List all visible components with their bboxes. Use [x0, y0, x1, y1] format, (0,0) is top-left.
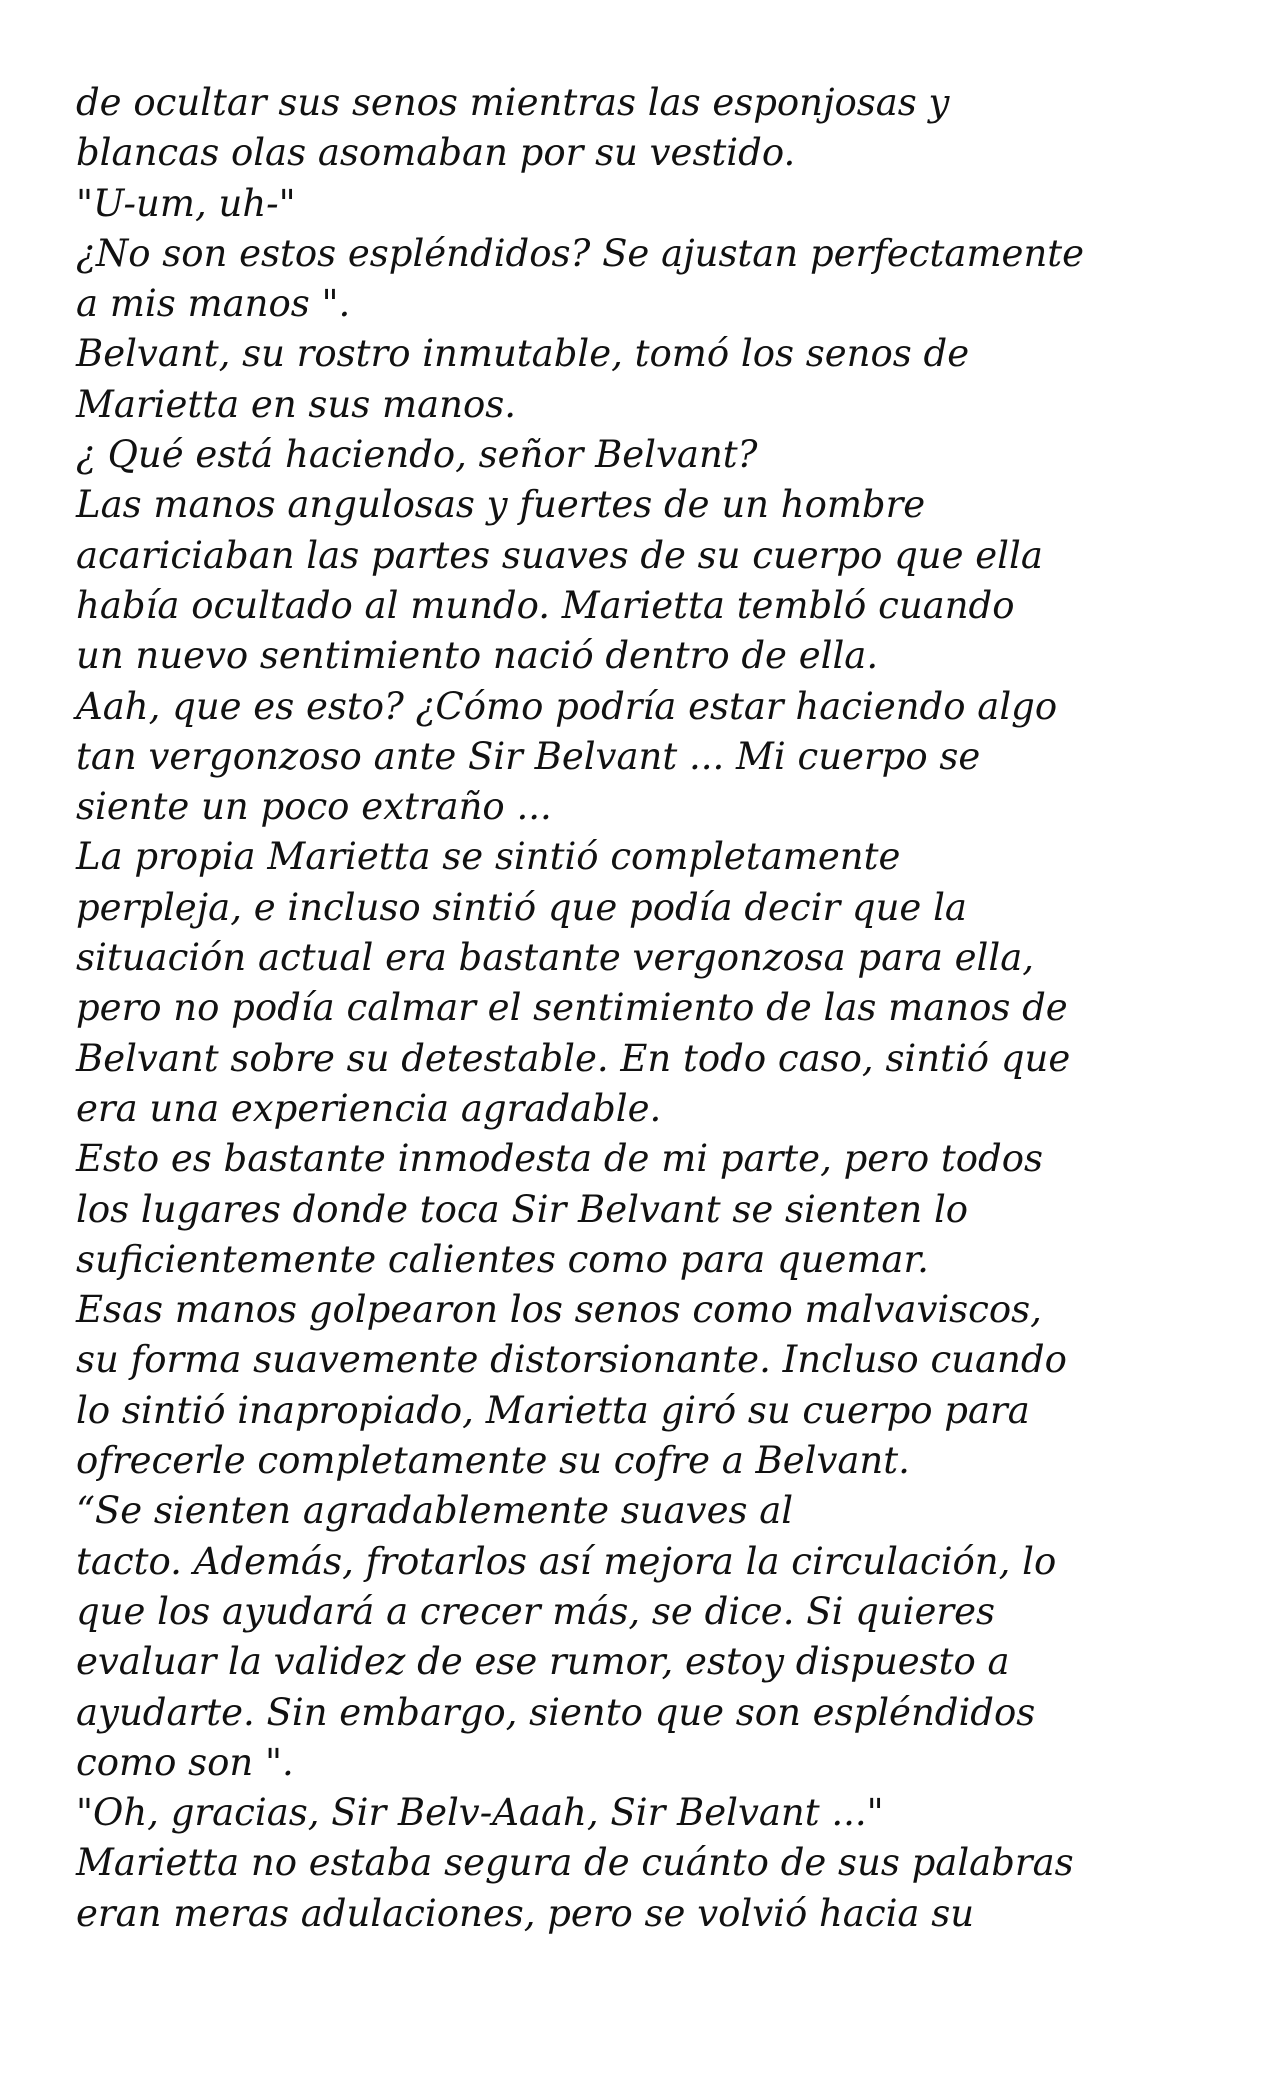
- text-line: perpleja, e incluso sintió que podía decir que la: [76, 885, 967, 929]
- text-line: había ocultado al mundo. Marietta tembló cuando: [76, 583, 1015, 627]
- text-line: blancas olas asomaban por su vestido.: [76, 131, 796, 175]
- text-line: Belvant, su rostro inmutable, tomó los senos de: [76, 332, 970, 376]
- text-line: "Oh, gracias, Sir Belv-Aaah, Sir Belvant ...": [76, 1791, 884, 1835]
- text-line: pero no podía calmar el sentimiento de las manos de: [76, 986, 1068, 1030]
- text-line: a mis manos ".: [76, 282, 351, 326]
- text-line: Marietta en sus manos.: [76, 382, 516, 426]
- text-line: que los ayudará a crecer más, se dice. Si quieres: [76, 1589, 995, 1633]
- text-line: ofrecerle completamente su cofre a Belvant.: [76, 1439, 910, 1483]
- text-line: ¿No son estos espléndidos? Se ajustan perfectamente: [76, 231, 1085, 275]
- text-line: su forma suavemente distorsionante. Incluso cuando: [76, 1338, 1067, 1382]
- text-line: Belvant sobre su detestable. En todo caso, sintió que: [76, 1036, 1071, 1080]
- text-line: de ocultar sus senos mientras las esponjosas y: [76, 81, 950, 124]
- text-line: situación actual era bastante vergonzosa para ella,: [76, 936, 1035, 980]
- text-line: suficientemente calientes como para quemar.: [76, 1237, 929, 1281]
- text-line: Aah, que es esto? ¿Cómo podría estar haciendo algo: [76, 684, 1058, 728]
- text-line: La propia Marietta se sintió completamente: [76, 835, 901, 879]
- text-line: Marietta no estaba segura de cuánto de sus palabras: [76, 1841, 1074, 1885]
- text-line: ayudarte. Sin embargo, siento que son espléndidos: [76, 1690, 1036, 1734]
- body-text: [76, 78, 1206, 1939]
- text-line: un nuevo sentimiento nació dentro de ella.: [76, 634, 879, 678]
- text-line: eran meras adulaciones, pero se volvió hacia su: [76, 1891, 975, 1935]
- text-line: Esas manos golpearon los senos como malvaviscos,: [76, 1288, 1042, 1332]
- text-line: siente un poco extraño ...: [76, 785, 552, 829]
- text-line: acariciaban las partes suaves de su cuerpo que ella: [76, 533, 1043, 577]
- text-line: como son ".: [76, 1740, 294, 1784]
- text-line: Esto es bastante inmodesta de mi parte, pero todos: [76, 1137, 1043, 1181]
- text-line: los lugares donde toca Sir Belvant se sienten lo: [76, 1187, 969, 1231]
- text-line: ¿ Qué está haciendo, señor Belvant?: [76, 433, 758, 477]
- text-line: evaluar la validez de ese rumor, estoy dispuesto a: [76, 1640, 1010, 1684]
- text-line: "U-um, uh-": [76, 181, 296, 225]
- text-line: tacto. Además, frotarlos así mejora la circulación, lo: [76, 1539, 1057, 1583]
- text-line: Las manos angulosas y fuertes de un hombre: [76, 483, 926, 527]
- text-line: “Se sienten agradablemente suaves al: [76, 1489, 794, 1533]
- text-line: era una experiencia agradable.: [76, 1086, 662, 1130]
- text-line: lo sintió inapropiado, Marietta giró su cuerpo para: [76, 1388, 1030, 1432]
- text-line: tan vergonzoso ante Sir Belvant ... Mi cuerpo se: [76, 734, 981, 778]
